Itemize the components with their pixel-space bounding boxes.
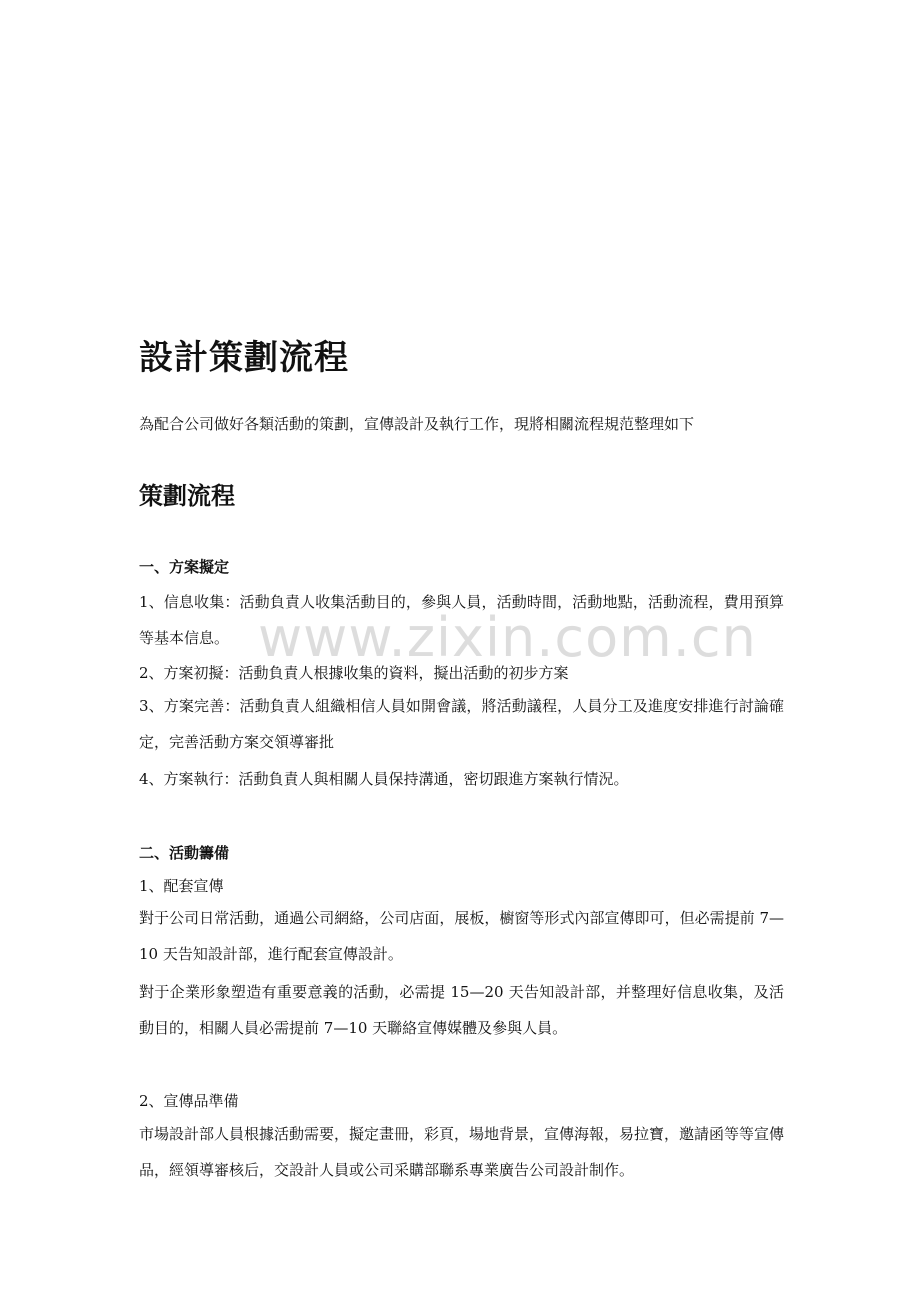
watermark: www.zixin.com.cn <box>258 606 757 669</box>
page-title: 設計策劃流程 <box>139 338 349 378</box>
section-heading: 策劃流程 <box>139 481 235 510</box>
part2-sub1-paragraph-2: 對于企業形象塑造有重要意義的活動，必需提 15—20 天告知設計部，并整理好信息收集，及活動目的，相關人員必需提前 7—10 天聯絡宣傳媒體及參與人員。 <box>139 983 784 1037</box>
part2-sub1-title: 1、配套宣傳 <box>139 877 224 895</box>
part1-heading: 一、方案擬定 <box>139 558 230 576</box>
part1-item-3: 3、方案完善：活動負責人組織相信人員如開會議，將活動議程，人員分工及進度安排進行討論確定，完善活動方案交領導審批 <box>139 697 784 751</box>
part1-item-2: 2、方案初擬：活動負責人根據收集的資料，擬出活動的初步方案 <box>139 664 569 682</box>
part2-sub1-paragraph-1: 對于公司日常活動，通過公司網絡，公司店面，展板，櫥窗等形式內部宣傳即可，但必需提前 7—10 天告知設計部，進行配套宣傳設計。 <box>139 909 784 963</box>
intro-paragraph: 為配合公司做好各類活動的策劃，宣傳設計及執行工作，現將相關流程規范整理如下 <box>139 415 695 433</box>
part2-sub2-paragraph: 市場設計部人員根據活動需要，擬定畫冊，彩頁，場地背景，宣傳海報，易拉寶，邀請函等等宣傳品，經領導審核后，交設計人員或公司采購部聯系專業廣告公司設計制作。 <box>139 1125 785 1179</box>
part1-item-1: 1、信息收集：活動負責人收集活動目的，參與人員，活動時間，活動地點，活動流程，費用預算等基本信息。 <box>139 593 784 647</box>
part2-heading: 二、活動籌備 <box>139 844 230 862</box>
part1-item-4: 4、方案執行：活動負責人與相關人員保持溝通，密切跟進方案執行情況。 <box>139 770 629 788</box>
part2-sub2-title: 2、宣傳品準備 <box>139 1092 239 1110</box>
